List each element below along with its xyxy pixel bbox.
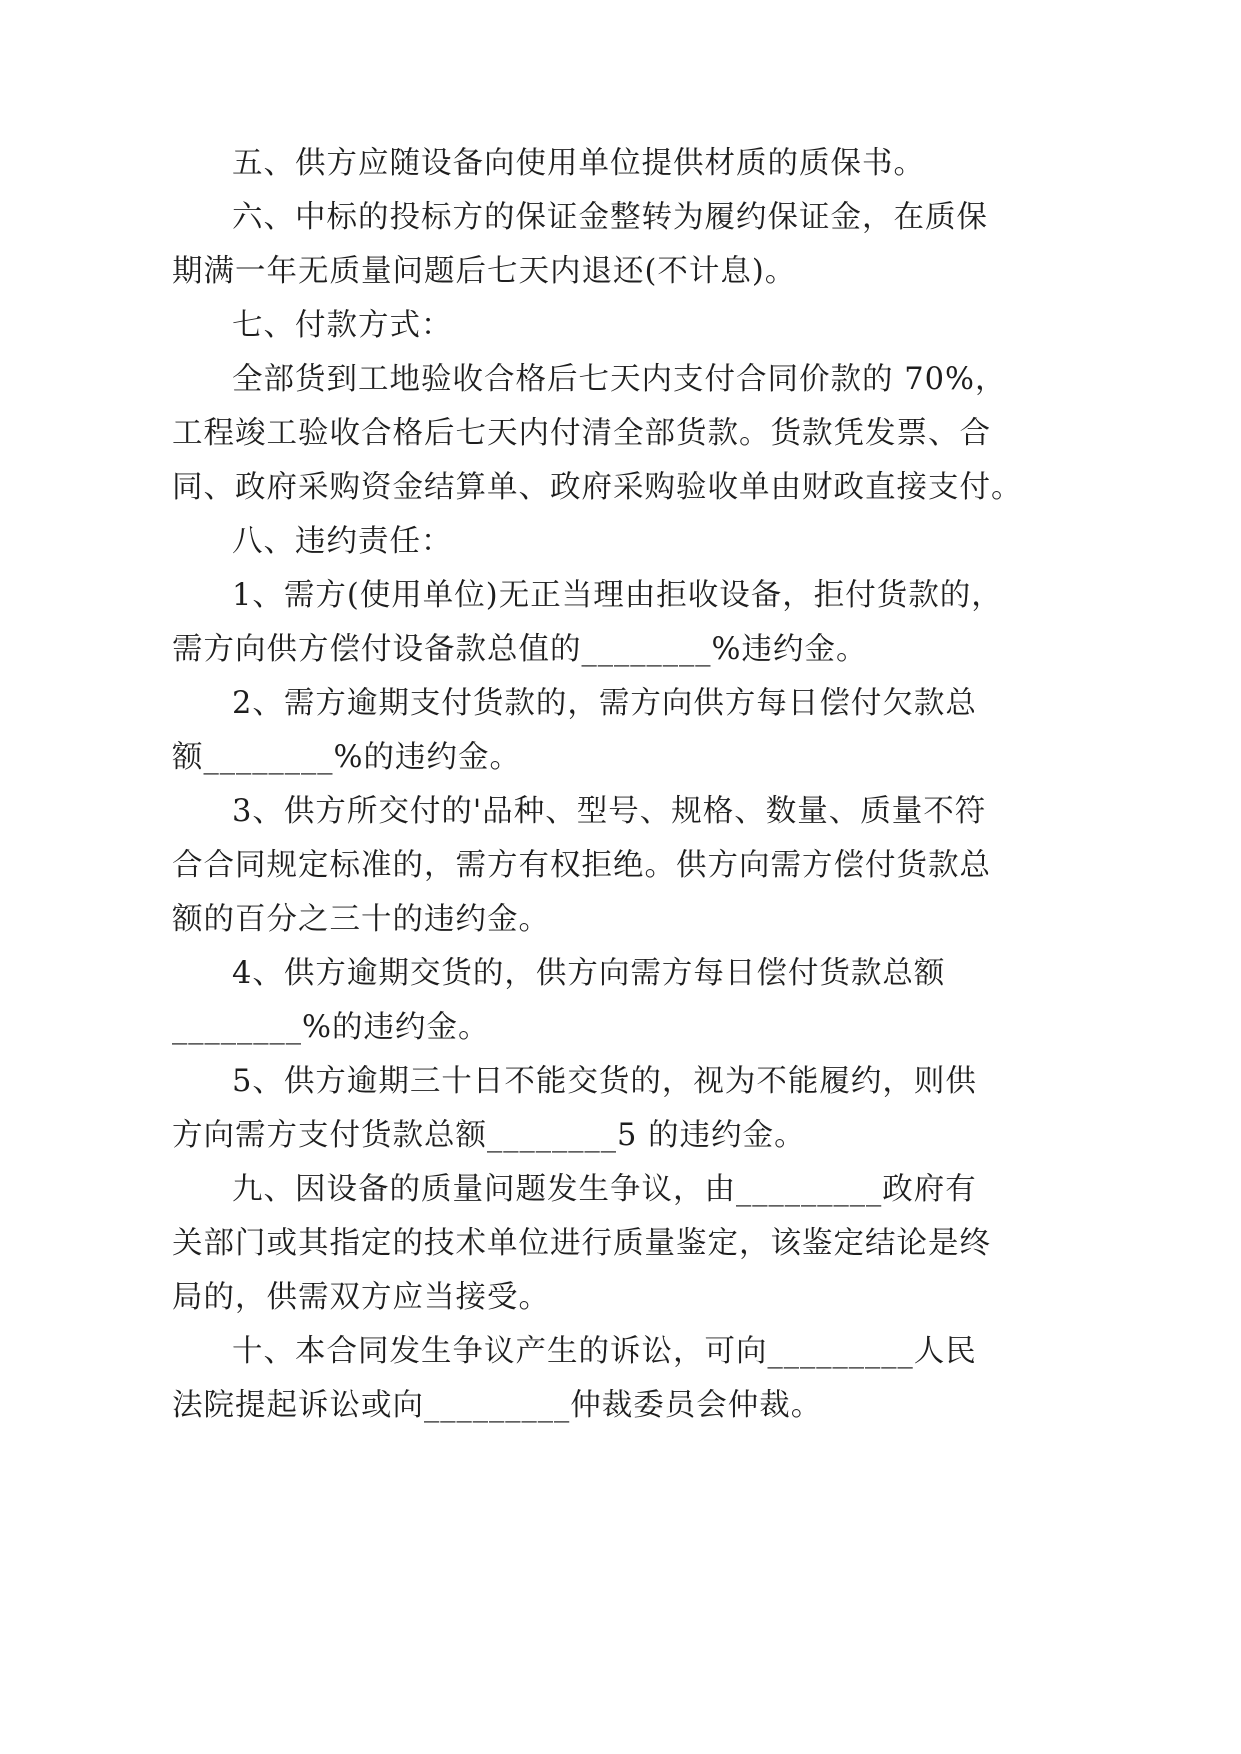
breach-3-line-3: 额的百分之三十的违约金。 <box>172 902 550 937</box>
breach-1-line-1: 1、需方(使用单位)无正当理由拒收设备，拒付货款的， <box>232 578 1003 613</box>
clause-10-line-1: 十、本合同发生争议产生的诉讼，可向_________人民 <box>232 1334 977 1369</box>
clause-9-line-2: 关部门或其指定的技术单位进行质量鉴定，该鉴定结论是终 <box>172 1226 991 1261</box>
breach-4-line-1: 4、供方逾期交货的，供方向需方每日偿付货款总额 <box>232 956 946 991</box>
breach-5-line-2: 方向需方支付货款总额________5 的违约金。 <box>172 1118 806 1153</box>
clause-6-line-1: 六、中标的投标方的保证金整转为履约保证金，在质保 <box>232 200 988 235</box>
clause-8-heading: 八、违约责任： <box>232 524 453 559</box>
payment-line-3: 同、政府采购资金结算单、政府采购验收单由财政直接支付。 <box>172 470 1023 505</box>
payment-line-1: 全部货到工地验收合格后七天内支付合同价款的 70%， <box>232 362 1007 397</box>
breach-3-line-1: 3、供方所交付的'品种、型号、规格、数量、质量不符 <box>232 794 987 829</box>
breach-3-line-2: 合合同规定标准的，需方有权拒绝。供方向需方偿付货款总 <box>172 848 991 883</box>
clause-7-heading: 七、付款方式： <box>232 308 453 343</box>
breach-4-line-2: ________%的违约金。 <box>172 1010 490 1045</box>
breach-1-line-2: 需方向供方偿付设备款总值的________%违约金。 <box>172 632 868 667</box>
breach-5-line-1: 5、供方逾期三十日不能交货的，视为不能履约，则供 <box>232 1064 977 1099</box>
clause-9-line-1: 九、因设备的质量问题发生争议，由_________政府有 <box>232 1172 977 1207</box>
clause-9-line-3: 局的，供需双方应当接受。 <box>172 1280 550 1315</box>
clause-10-line-2: 法院提起诉讼或向_________仲裁委员会仲裁。 <box>172 1388 823 1423</box>
breach-2-line-1: 2、需方逾期支付货款的，需方向供方每日偿付欠款总 <box>232 686 977 721</box>
clause-5-line-1: 五、供方应随设备向使用单位提供材质的质保书。 <box>232 146 925 181</box>
payment-line-2: 工程竣工验收合格后七天内付清全部货款。货款凭发票、合 <box>172 416 991 451</box>
breach-2-line-2: 额________%的违约金。 <box>172 740 521 775</box>
clause-6-line-2: 期满一年无质量问题后七天内退还(不计息)。 <box>172 254 797 289</box>
